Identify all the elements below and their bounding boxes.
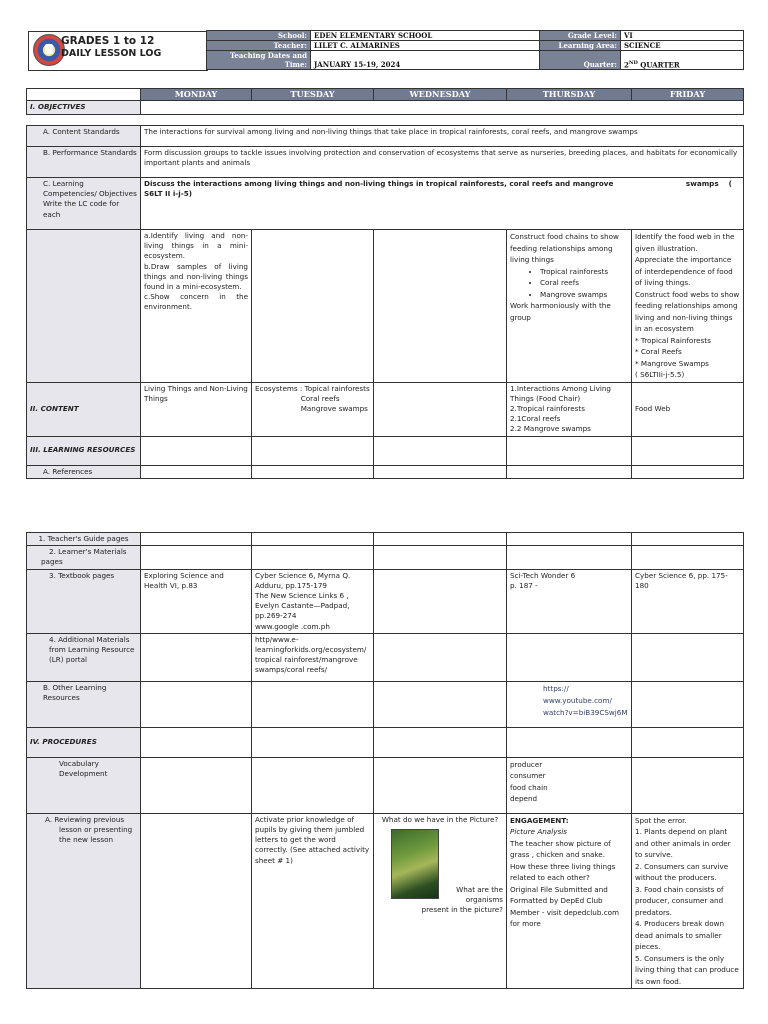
other-resources-label: B. Other Learning Resources <box>27 681 141 727</box>
content-friday: Food Web <box>632 382 744 436</box>
form-subtitle: DAILY LESSON LOG <box>61 48 162 59</box>
lesson-table-page-1 <box>26 88 744 479</box>
learning-resources-heading: III. LEARNING RESOURCES <box>27 436 141 465</box>
area-value: SCIENCE <box>621 41 744 51</box>
vocabulary-label: Vocabulary Development <box>27 757 141 813</box>
performance-standards-label: B. Performance Standards <box>27 147 141 178</box>
grade-label: Grade Level: <box>540 31 621 41</box>
monday-objectives: a.Identify living and non-living things in a mini-ecosystem. b.Draw samples of living things and non-living things found in a mini-ecosystem. c.Show concern in the environment. <box>141 230 252 383</box>
review-tuesday: Activate prior knowledge of pupils by giving them jumbled letters to get the word correctly. (See attached activity sheet # 1) <box>252 813 374 989</box>
area-label: Learning Area: <box>540 41 621 51</box>
performance-standards-text: Form discussion groups to tackle issues involving protection and conservation of ecosystems that serve as nurseries, breeding places, and habitats for economically important plants and animals <box>141 147 744 178</box>
textbook-pages-label: 3. Textbook pages <box>27 569 141 633</box>
review-thursday: ENGAGEMENT: Picture Analysis The teacher show picture of grass , chicken and snake. How these three living things related to each other? Original File Submitted and Formatted by DepEd Club Member - visit depedclub.com for more <box>507 813 632 989</box>
youtube-link[interactable]: https:// www.youtube.com/ watch?v=biB39CSwj6M <box>507 681 632 727</box>
day-monday: MONDAY <box>141 89 252 101</box>
header-title-box <box>28 31 208 71</box>
content-heading: II. CONTENT <box>27 382 141 436</box>
school-label: School: <box>207 31 311 41</box>
friday-objectives: Identify the food web in the given illustration. Appreciate the importance of interdependence of food of living things. Construct food webs to show feeding relationships among living and non-living things in an ecosystem * Tropical Rainforests * Coral Reefs * Mangrove Swamps ( S6LTIIi-j-5.5) <box>632 230 744 383</box>
content-thursday: 1.Interactions Among Living Things (Food Chair) 2.Tropical rainforests 2.1Coral reefs 2.2 Mangrove swamps <box>507 382 632 436</box>
teacher-value: LILET C. ALMARINES <box>311 41 540 51</box>
review-label: A. Reviewing previous lesson or presenting the new lesson <box>27 813 141 989</box>
competencies-text: Discuss the interactions among living things and non-living things in tropical rainforests, coral reefs and mangrove swamps ( S6LT II i-j-5) <box>141 178 744 230</box>
day-friday: FRIDAY <box>632 89 744 101</box>
header-info-table <box>206 30 744 70</box>
teachers-guide-label: 1. Teacher's Guide pages <box>27 533 141 546</box>
dates-value: JANUARY 15-19, 2024 <box>311 51 540 70</box>
textbook-monday: Exploring Science and Health VI, p.83 <box>141 569 252 633</box>
teacher-label: Teacher: <box>207 41 311 51</box>
learners-materials-label: 2. Learner's Materials pages <box>27 546 141 569</box>
day-thursday: THURSDAY <box>507 89 632 101</box>
procedures-heading: IV. PROCEDURES <box>27 727 141 757</box>
additional-materials-tuesday: http/www.e-learningforkids.org/ecosystem/ tropical rainforest/mangrove swamps/coral reefs/ <box>252 633 374 681</box>
ecosystem-picture <box>391 829 439 899</box>
textbook-friday: Cyber Science 6, pp. 175-180 <box>632 569 744 633</box>
textbook-tuesday: Cyber Science 6, Myrna Q. Adduru, pp.175-179 The New Science Links 6 , Evelyn Castante—Padpad, pp.269-274 www.google .com.ph <box>252 569 374 633</box>
thursday-objectives-list: • Tropical rainforests • Coral reefs • Mangrove swamps <box>510 266 628 301</box>
thursday-objectives: Construct food chains to show feeding relationships among living things • Tropical rainforests • Coral reefs • Mangrove swamps Work harmoniously with the group <box>507 230 632 383</box>
competencies-label: C. Learning Competencies/ Objectives Write the LC code for each <box>27 178 141 230</box>
review-wednesday-question1: What do we have in the Picture? <box>381 814 499 824</box>
textbook-thursday: Sci-Tech Wonder 6 p. 187 - <box>507 569 632 633</box>
content-tuesday: Ecosystems : Topical rainforests Coral reefs Mangrove swamps <box>252 382 374 436</box>
content-standards-text: The interactions for survival among living and non-living things that take place in tropical rainforests, coral reefs, and mangrove swamps <box>141 126 744 147</box>
objectives-heading: I. OBJECTIVES <box>27 101 141 115</box>
form-title: GRADES 1 to 12 <box>61 35 155 47</box>
review-friday: Spot the error. 1. Plants depend on plant and other animals in order to survive. 2. Consumers can survive without the producers. 3. Food chain consists of producer, consumer and predators. 4. Producers break down dead animals to smaller pieces. 5. Consumers is the only living thing that can produce its own food. <box>632 813 744 989</box>
day-header-row <box>27 89 744 101</box>
grade-value: VI <box>621 31 744 41</box>
quarter-value: 2ND QUARTER <box>621 51 744 70</box>
review-wednesday <box>374 813 507 989</box>
vocabulary-thursday: producer consumer food chain depend <box>507 757 632 813</box>
day-tuesday: TUESDAY <box>252 89 374 101</box>
content-monday: Living Things and Non-Living Things <box>141 382 252 436</box>
review-wednesday-question2: What are the organisms present in the picture? <box>421 885 503 915</box>
references-label: A. References <box>27 465 141 478</box>
content-standards-label: A. Content Standards <box>27 126 141 147</box>
lesson-table-page-2 <box>26 532 744 989</box>
school-value: EDEN ELEMENTARY SCHOOL <box>311 31 540 41</box>
dates-label: Teaching Dates and Time: <box>207 51 311 70</box>
additional-materials-label: 4. Additional Materials from Learning Resource (LR) portal <box>27 633 141 681</box>
quarter-label: Quarter: <box>540 51 621 70</box>
day-wednesday: WEDNESDAY <box>374 89 507 101</box>
